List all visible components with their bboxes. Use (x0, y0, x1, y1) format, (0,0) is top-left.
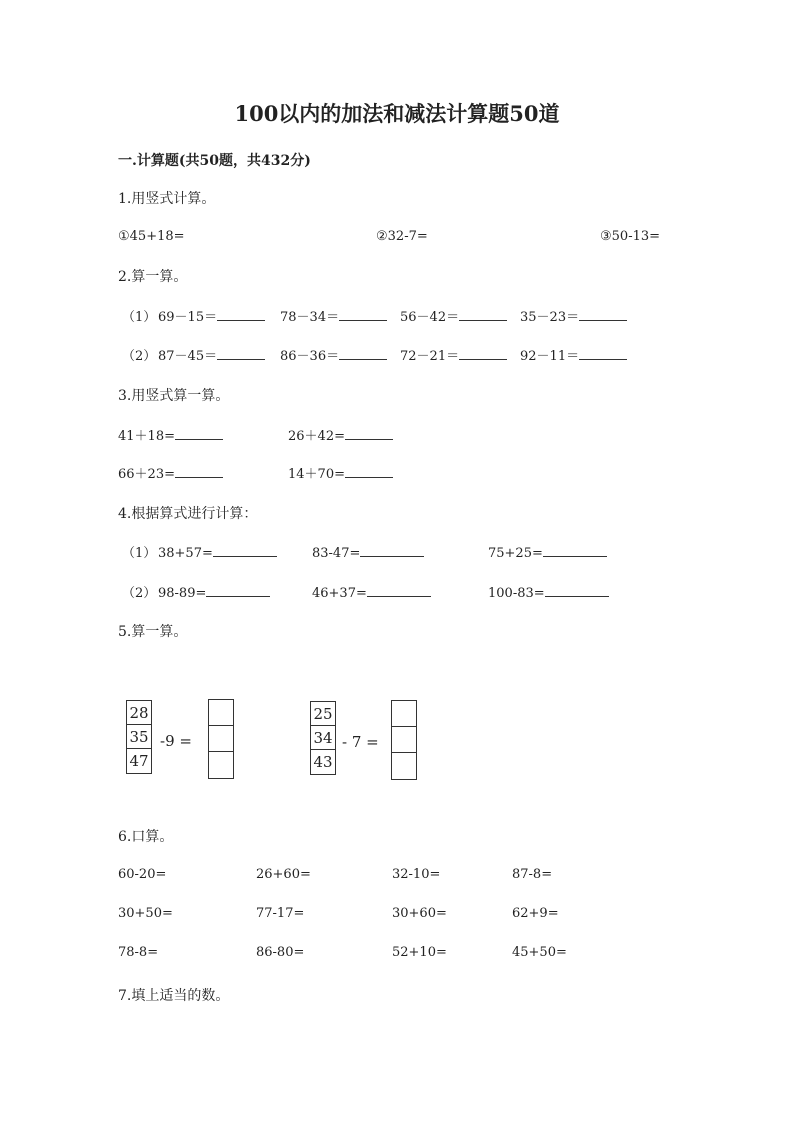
answer-box[interactable] (392, 753, 416, 779)
q2-row-label: （1） (122, 310, 157, 325)
oral-item: 30+60= (392, 906, 447, 921)
oral-item: 78-8= (118, 945, 159, 960)
q1-item: ①45+18= (118, 229, 185, 244)
answer-box[interactable] (209, 700, 233, 726)
answer-blank[interactable] (579, 345, 627, 360)
answer-blank[interactable] (345, 425, 393, 440)
number-cell: 34 (311, 726, 335, 750)
oral-item: 32-10= (392, 867, 441, 882)
answer-box[interactable] (209, 752, 233, 778)
q1-item: ②32-7= (376, 229, 428, 244)
q4-item: 98-89= (158, 582, 270, 601)
oral-item: 45+50= (512, 945, 567, 960)
page-title: 100以内的加法和减法计算题50道 (234, 101, 560, 126)
number-column (126, 700, 152, 774)
answer-box-column (391, 700, 417, 780)
answer-blank[interactable] (360, 542, 424, 557)
answer-box[interactable] (392, 727, 416, 753)
q2-row-label: （2） (122, 349, 157, 364)
question-7-heading: 7.填上适当的数。 (118, 988, 230, 1004)
answer-box[interactable] (209, 726, 233, 752)
oral-item: 87-8= (512, 867, 553, 882)
answer-blank[interactable] (339, 306, 387, 321)
operator-label: - 7 = (342, 733, 379, 751)
oral-item: 77-17= (256, 906, 305, 921)
oral-item: 26+60= (256, 867, 311, 882)
section-heading: 一.计算题(共50题，共432分) (118, 153, 311, 169)
q4-row-label: （1） (122, 546, 157, 561)
oral-item: 52+10= (392, 945, 447, 960)
number-cell: 35 (127, 725, 151, 749)
q2-item: 86－36＝ (280, 345, 387, 364)
answer-blank[interactable] (206, 582, 270, 597)
operator-label: -9 = (160, 732, 192, 750)
question-2-heading: 2.算一算。 (118, 269, 188, 285)
answer-blank[interactable] (339, 345, 387, 360)
answer-blank[interactable] (545, 582, 609, 597)
q4-item: 83-47= (312, 542, 424, 561)
question-5-heading: 5.算一算。 (118, 624, 188, 640)
question-3-heading: 3.用竖式算一算。 (118, 388, 230, 404)
q3-item: 66＋23= (118, 463, 223, 482)
q2-item: 92－11＝ (520, 345, 627, 364)
question-4-heading: 4.根据算式进行计算： (118, 506, 258, 522)
question-1-heading: 1.用竖式计算。 (118, 191, 216, 207)
answer-blank[interactable] (213, 542, 277, 557)
answer-blank[interactable] (459, 306, 507, 321)
number-column (310, 701, 336, 775)
number-cell: 47 (129, 752, 149, 770)
answer-blank[interactable] (217, 345, 265, 360)
answer-blank[interactable] (367, 582, 431, 597)
answer-blank[interactable] (345, 463, 393, 478)
answer-blank[interactable] (217, 306, 265, 321)
oral-item: 30+50= (118, 906, 173, 921)
q3-item: 14＋70= (288, 463, 393, 482)
q3-item: 26＋42= (288, 425, 393, 444)
number-cell: 25 (311, 702, 335, 726)
answer-blank[interactable] (579, 306, 627, 321)
q1-item: ③50-13= (600, 229, 661, 244)
question-6-heading: 6.口算。 (118, 829, 174, 845)
answer-blank[interactable] (175, 463, 223, 478)
q2-item: 56－42＝ (400, 306, 507, 325)
answer-box-column (208, 699, 234, 779)
q2-item: 78－34＝ (280, 306, 387, 325)
answer-blank[interactable] (543, 542, 607, 557)
oral-item: 60-20= (118, 867, 167, 882)
q4-item: 46+37= (312, 582, 431, 601)
q2-item: 35－23＝ (520, 306, 627, 325)
number-cell: 43 (313, 753, 333, 771)
q4-row-label: （2） (122, 586, 157, 601)
oral-item: 62+9= (512, 906, 559, 921)
q4-item: 75+25= (488, 542, 607, 561)
q2-item: 87－45＝ (158, 345, 265, 364)
answer-blank[interactable] (175, 425, 223, 440)
number-cell: 28 (127, 701, 151, 725)
q3-item: 41＋18= (118, 425, 223, 444)
q4-item: 38+57= (158, 542, 277, 561)
answer-blank[interactable] (459, 345, 507, 360)
q2-item: 69－15＝ (158, 306, 265, 325)
oral-item: 86-80= (256, 945, 305, 960)
q4-item: 100-83= (488, 582, 609, 601)
q2-item: 72－21＝ (400, 345, 507, 364)
answer-box[interactable] (392, 701, 416, 727)
